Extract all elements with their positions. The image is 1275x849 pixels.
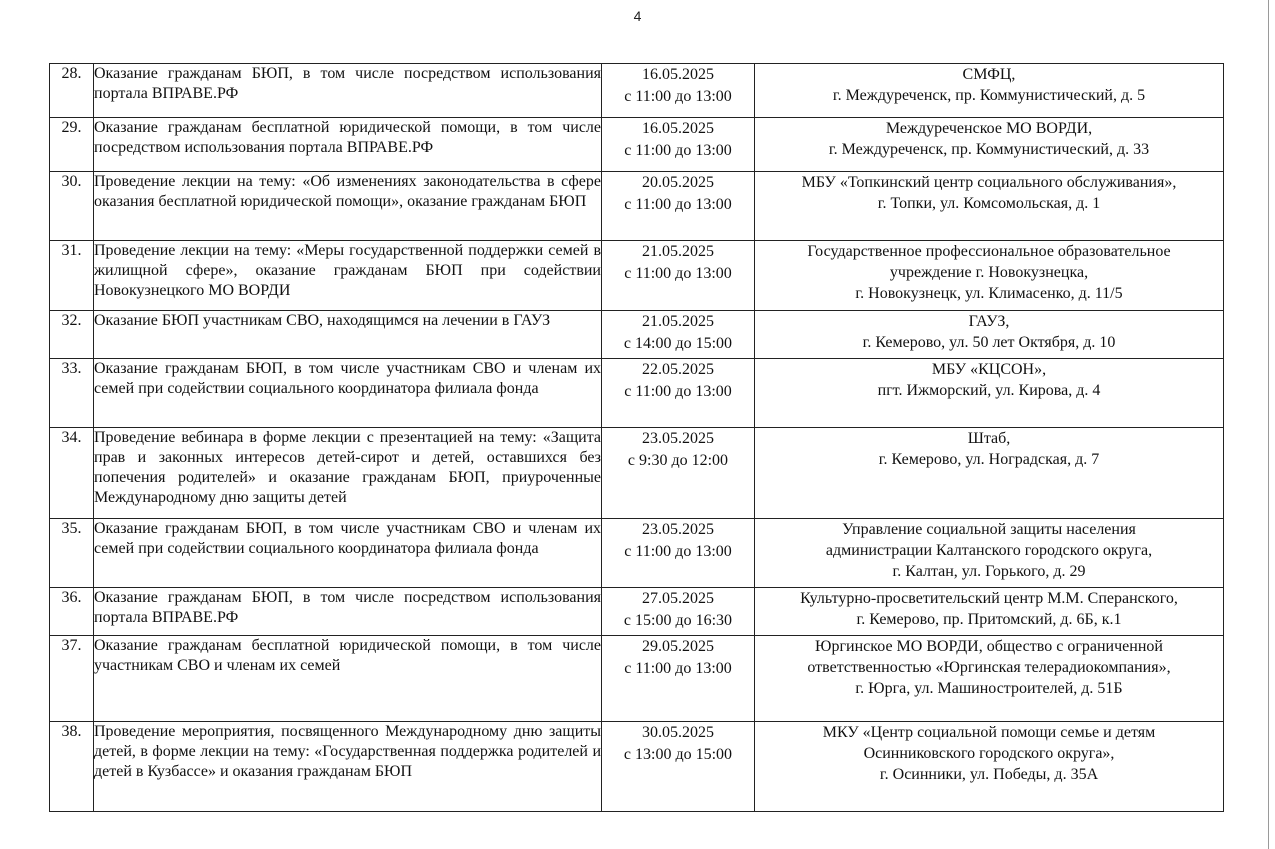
scan-edge-line	[1268, 0, 1269, 849]
table-row	[50, 241, 1224, 311]
event-date-time	[602, 636, 755, 722]
venue-line: г. Кемерово, пр. Притомский, д. 6Б, к.1	[856, 611, 1122, 628]
venue-line: Осинниковского городского округа»,	[863, 745, 1115, 762]
event-date-time	[602, 64, 755, 118]
row-number: 33.	[50, 359, 94, 428]
event-venue	[755, 722, 1224, 812]
row-number: 31.	[50, 241, 94, 311]
event-date-time	[602, 428, 755, 519]
venue-line: Междуреченское МО ВОРДИ,	[885, 120, 1093, 137]
event-date-time	[602, 311, 755, 359]
event-venue	[755, 241, 1224, 311]
event-time: с 15:00 до 16:30	[623, 612, 733, 629]
event-date: 22.05.2025	[642, 361, 714, 378]
event-date: 16.05.2025	[642, 120, 714, 137]
event-description: Оказание гражданам БЮП, в том числе посредством использования портала ВПРАВЕ.РФ	[94, 588, 602, 636]
venue-line: МБУ «Топкинский центр социального обслуживания»,	[801, 174, 1177, 191]
event-venue	[755, 311, 1224, 359]
row-number: 34.	[50, 428, 94, 519]
event-venue	[755, 588, 1224, 636]
venue-line: г. Юрга, ул. Машиностроителей, д. 51Б	[855, 680, 1123, 697]
venue-line: г. Междуреченск, пр. Коммунистический, д. 5	[832, 87, 1146, 104]
event-description: Проведение вебинара в форме лекции с презентацией на тему: «Защита прав и законных интересов детей-сирот и детей, оставшихся без попечения родителей» и оказание гражданам БЮП, приуроченные Международному дню защиты детей	[94, 428, 602, 519]
row-number: 38.	[50, 722, 94, 812]
event-description: Проведение лекции на тему: «Меры государственной поддержки семей в жилищной сфере», оказание гражданам БЮП при содействии Новокузнецкого МО ВОРДИ	[94, 241, 602, 311]
event-time: с 11:00 до 13:00	[624, 660, 732, 677]
events-table-body	[50, 64, 1224, 812]
table-row	[50, 588, 1224, 636]
row-number: 36.	[50, 588, 94, 636]
table-row	[50, 519, 1224, 588]
row-number: 37.	[50, 636, 94, 722]
event-time: с 11:00 до 13:00	[624, 543, 732, 560]
row-number: 29.	[50, 118, 94, 172]
venue-line: пгт. Ижморский, ул. Кирова, д. 4	[877, 382, 1101, 399]
table-row	[50, 311, 1224, 359]
event-venue	[755, 519, 1224, 588]
venue-line: Культурно-просветительский центр М.М. Сперанского,	[800, 590, 1178, 607]
table-row	[50, 118, 1224, 172]
event-description: Оказание гражданам БЮП, в том числе участникам СВО и членам их семей при содействии социального координатора филиала фонда	[94, 359, 602, 428]
page-number: 4	[633, 8, 642, 24]
event-description: Оказание гражданам БЮП, в том числе участникам СВО и членам их семей при содействии социального координатора филиала фонда	[94, 519, 602, 588]
venue-line: администрации Калтанского городского округа,	[825, 542, 1153, 559]
event-time: с 14:00 до 15:00	[623, 335, 733, 352]
venue-line: Управление социальной защиты населения	[842, 521, 1136, 538]
event-date: 29.05.2025	[642, 638, 714, 655]
row-number: 28.	[50, 64, 94, 118]
venue-line: г. Топки, ул. Комсомольская, д. 1	[877, 195, 1101, 212]
table-row	[50, 722, 1224, 812]
row-number: 32.	[50, 311, 94, 359]
event-time: с 11:00 до 13:00	[624, 196, 732, 213]
event-time: с 9:30 до 12:00	[627, 452, 729, 469]
venue-line: г. Междуреченск, пр. Коммунистический, д. 33	[828, 141, 1150, 158]
event-date: 27.05.2025	[642, 590, 714, 607]
venue-line: ответственностью «Юргинская телерадиокомпания»,	[807, 659, 1171, 676]
event-venue	[755, 636, 1224, 722]
venue-line: г. Новокузнецк, ул. Климасенко, д. 11/5	[855, 285, 1123, 302]
event-date: 21.05.2025	[642, 313, 714, 330]
event-description: Оказание гражданам бесплатной юридической помощи, в том числе посредством использования портала ВПРАВЕ.РФ	[94, 118, 602, 172]
venue-line: г. Осинники, ул. Победы, д. 35А	[879, 766, 1099, 783]
venue-line: г. Калтан, ул. Горького, д. 29	[892, 563, 1086, 580]
venue-line: г. Кемерово, ул. 50 лет Октября, д. 10	[862, 334, 1116, 351]
event-time: с 11:00 до 13:00	[624, 265, 732, 282]
event-time: с 11:00 до 13:00	[624, 142, 732, 159]
event-description: Проведение лекции на тему: «Об изменениях законодательства в сфере оказания бесплатной юридической помощи», оказание гражданам БЮП	[94, 172, 602, 241]
event-time: с 11:00 до 13:00	[624, 88, 732, 105]
event-venue	[755, 118, 1224, 172]
event-date-time	[602, 118, 755, 172]
venue-line: МКУ «Центр социальной помощи семье и детям	[822, 724, 1156, 741]
table-row	[50, 636, 1224, 722]
event-description: Оказание гражданам БЮП, в том числе посредством использования портала ВПРАВЕ.РФ	[94, 64, 602, 118]
venue-line: учреждение г. Новокузнецка,	[889, 264, 1089, 281]
event-time: с 11:00 до 13:00	[624, 383, 732, 400]
venue-line: Юргинское МО ВОРДИ, общество с ограниченной	[815, 638, 1163, 655]
event-venue	[755, 172, 1224, 241]
row-number: 30.	[50, 172, 94, 241]
event-date: 23.05.2025	[642, 430, 714, 447]
event-date-time	[602, 359, 755, 428]
event-description: Проведение мероприятия, посвященного Международному дню защиты детей, в форме лекции на тему: «Государственная поддержка родителей и детей в Кузбассе» и оказания гражданам БЮП	[94, 722, 602, 812]
event-date: 23.05.2025	[642, 521, 714, 538]
table-row	[50, 172, 1224, 241]
event-date: 20.05.2025	[642, 174, 714, 191]
event-date-time	[602, 519, 755, 588]
event-date: 30.05.2025	[642, 724, 714, 741]
venue-line: Государственное профессиональное образовательное	[807, 243, 1171, 260]
table-row	[50, 428, 1224, 519]
venue-line: МБУ «КЦСОН»,	[931, 361, 1047, 378]
row-number: 35.	[50, 519, 94, 588]
event-date: 16.05.2025	[642, 66, 714, 83]
event-description: Оказание БЮП участникам СВО, находящимся на лечении в ГАУЗ	[94, 311, 602, 359]
event-date: 21.05.2025	[642, 243, 714, 260]
event-date-time	[602, 588, 755, 636]
venue-line: г. Кемерово, ул. Ноградская, д. 7	[878, 451, 1100, 468]
event-date-time	[602, 172, 755, 241]
venue-line: Штаб,	[967, 430, 1011, 447]
event-date-time	[602, 722, 755, 812]
venue-line: ГАУЗ,	[968, 313, 1010, 330]
table-row	[50, 359, 1224, 428]
venue-line: СМФЦ,	[962, 66, 1016, 83]
event-date-time	[602, 241, 755, 311]
event-venue	[755, 359, 1224, 428]
event-description: Оказание гражданам бесплатной юридической помощи, в том числе участникам СВО и членам их семей	[94, 636, 602, 722]
events-table	[49, 63, 1224, 812]
table-row	[50, 64, 1224, 118]
event-venue	[755, 64, 1224, 118]
event-venue	[755, 428, 1224, 519]
event-time: с 13:00 до 15:00	[623, 746, 733, 763]
